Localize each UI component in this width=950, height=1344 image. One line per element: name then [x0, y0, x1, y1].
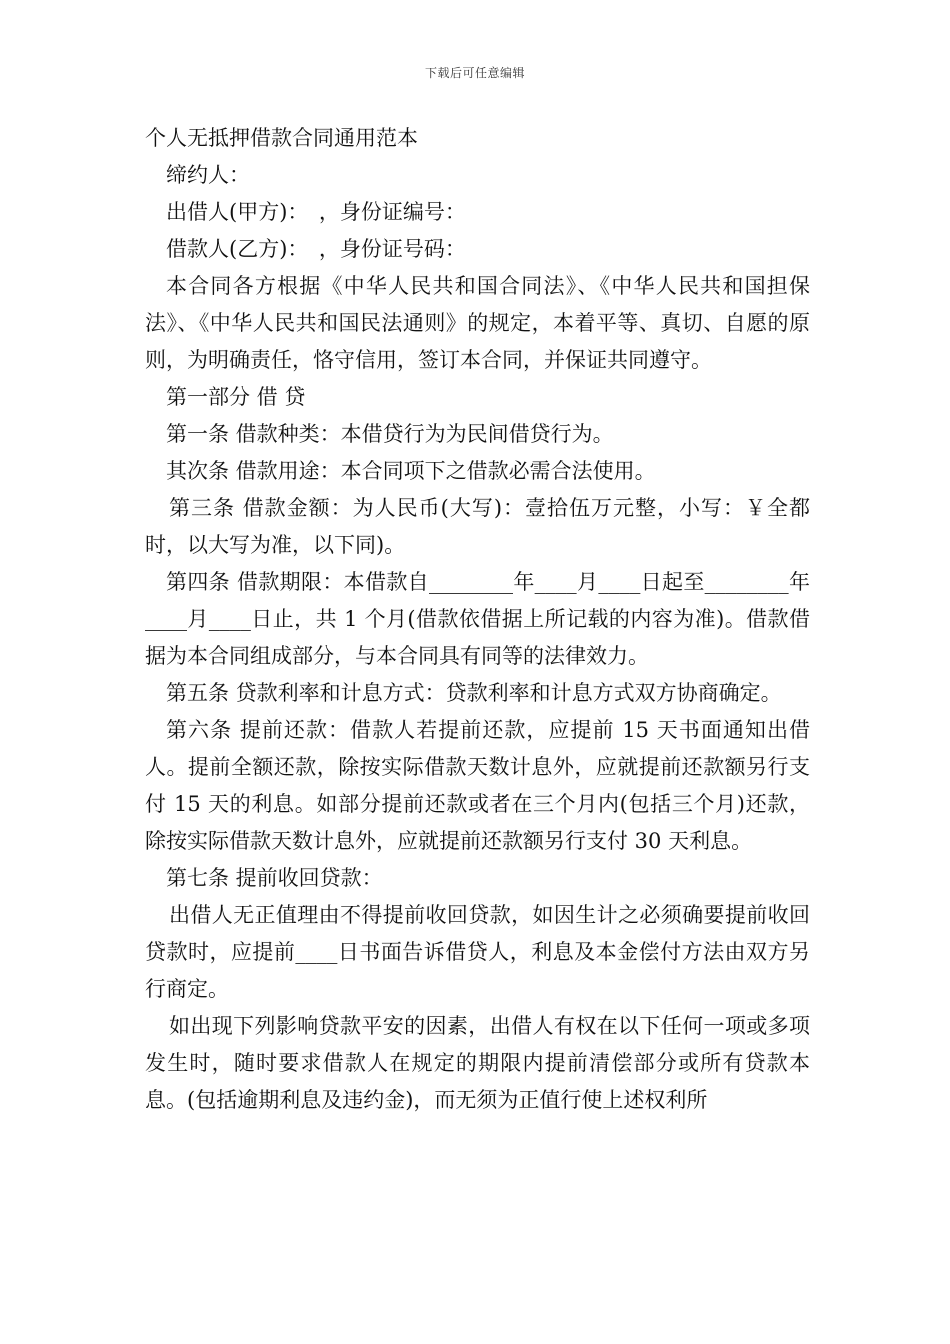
- article-7-clause-risk: 如出现下列影响贷款平安的因素，出借人有权在以下任何一项或多项发生时，随时要求借款人在规定的期限内提前清偿部分或所有贷款本息。(包括逾期利息及违约金)，而无须为正值行使上述权利所: [145, 1014, 810, 1112]
- article-7-early-recall-heading: 第七条 提前收回贷款：: [166, 866, 383, 890]
- paragraph-preamble: 本合同各方根据《中华人民共和国合同法》、《中华人民共和国担保法》、《中华人民共和国民法通则》的规定，本着平等、真切、自愿的原则，为明确责任，恪守信用，签订本合同，并保证共同遵守。: [145, 274, 810, 372]
- document-body: [145, 120, 810, 1119]
- article-6-early-repayment: 第六条 提前还款：借款人若提前还款，应提前 15 天书面通知出借人。提前全额还款，除按实际借款天数计息外，应就提前还款额另行支付 15 天的利息。如部分提前还款或者在三个月内(包括三个月)还款，除按实际借款天数计息外，应就提前还款额另行支付 30 天利息。: [145, 718, 810, 853]
- article-2-loan-purpose: 其次条 借款用途：本合同项下之借款必需合法使用。: [166, 459, 656, 483]
- article-4-loan-term: 第四条 借款期限：本借款自________年____月____日起至________年____月____日止，共 1 个月(借款依借据上所记载的内容为准)。借款借据为本合同组成部分，与本合同具有同等的法律效力。: [145, 570, 810, 668]
- article-1-loan-type: 第一条 借款种类：本借贷行为为民间借贷行为。: [166, 422, 614, 446]
- article-7-clause-notice: 出借人无正值理由不得提前收回贷款，如因生计之必须确要提前收回贷款时，应提前____日书面告诉借贷人，利息及本金偿付方法由双方另行商定。: [145, 903, 810, 1001]
- page-header-note: 下载后可任意编辑: [424, 66, 525, 80]
- article-5-interest-rate: 第五条 贷款利率和计息方式：贷款利率和计息方式双方协商确定。: [166, 681, 782, 705]
- section-heading-part-one: 第一部分 借 贷: [166, 385, 306, 409]
- article-3-loan-amount: 第三条 借款金额：为人民币(大写)：壹拾伍万元整，小写：￥全都时，以大写为准，以下同)。: [145, 496, 810, 557]
- document-title: 个人无抵押借款合同通用范本: [145, 126, 418, 150]
- paragraph-parties: 缔约人：: [166, 163, 250, 187]
- paragraph-borrower: 借款人(乙方)： ，身份证号码：: [166, 237, 466, 261]
- paragraph-lender: 出借人(甲方)： ，身份证编号：: [166, 200, 466, 224]
